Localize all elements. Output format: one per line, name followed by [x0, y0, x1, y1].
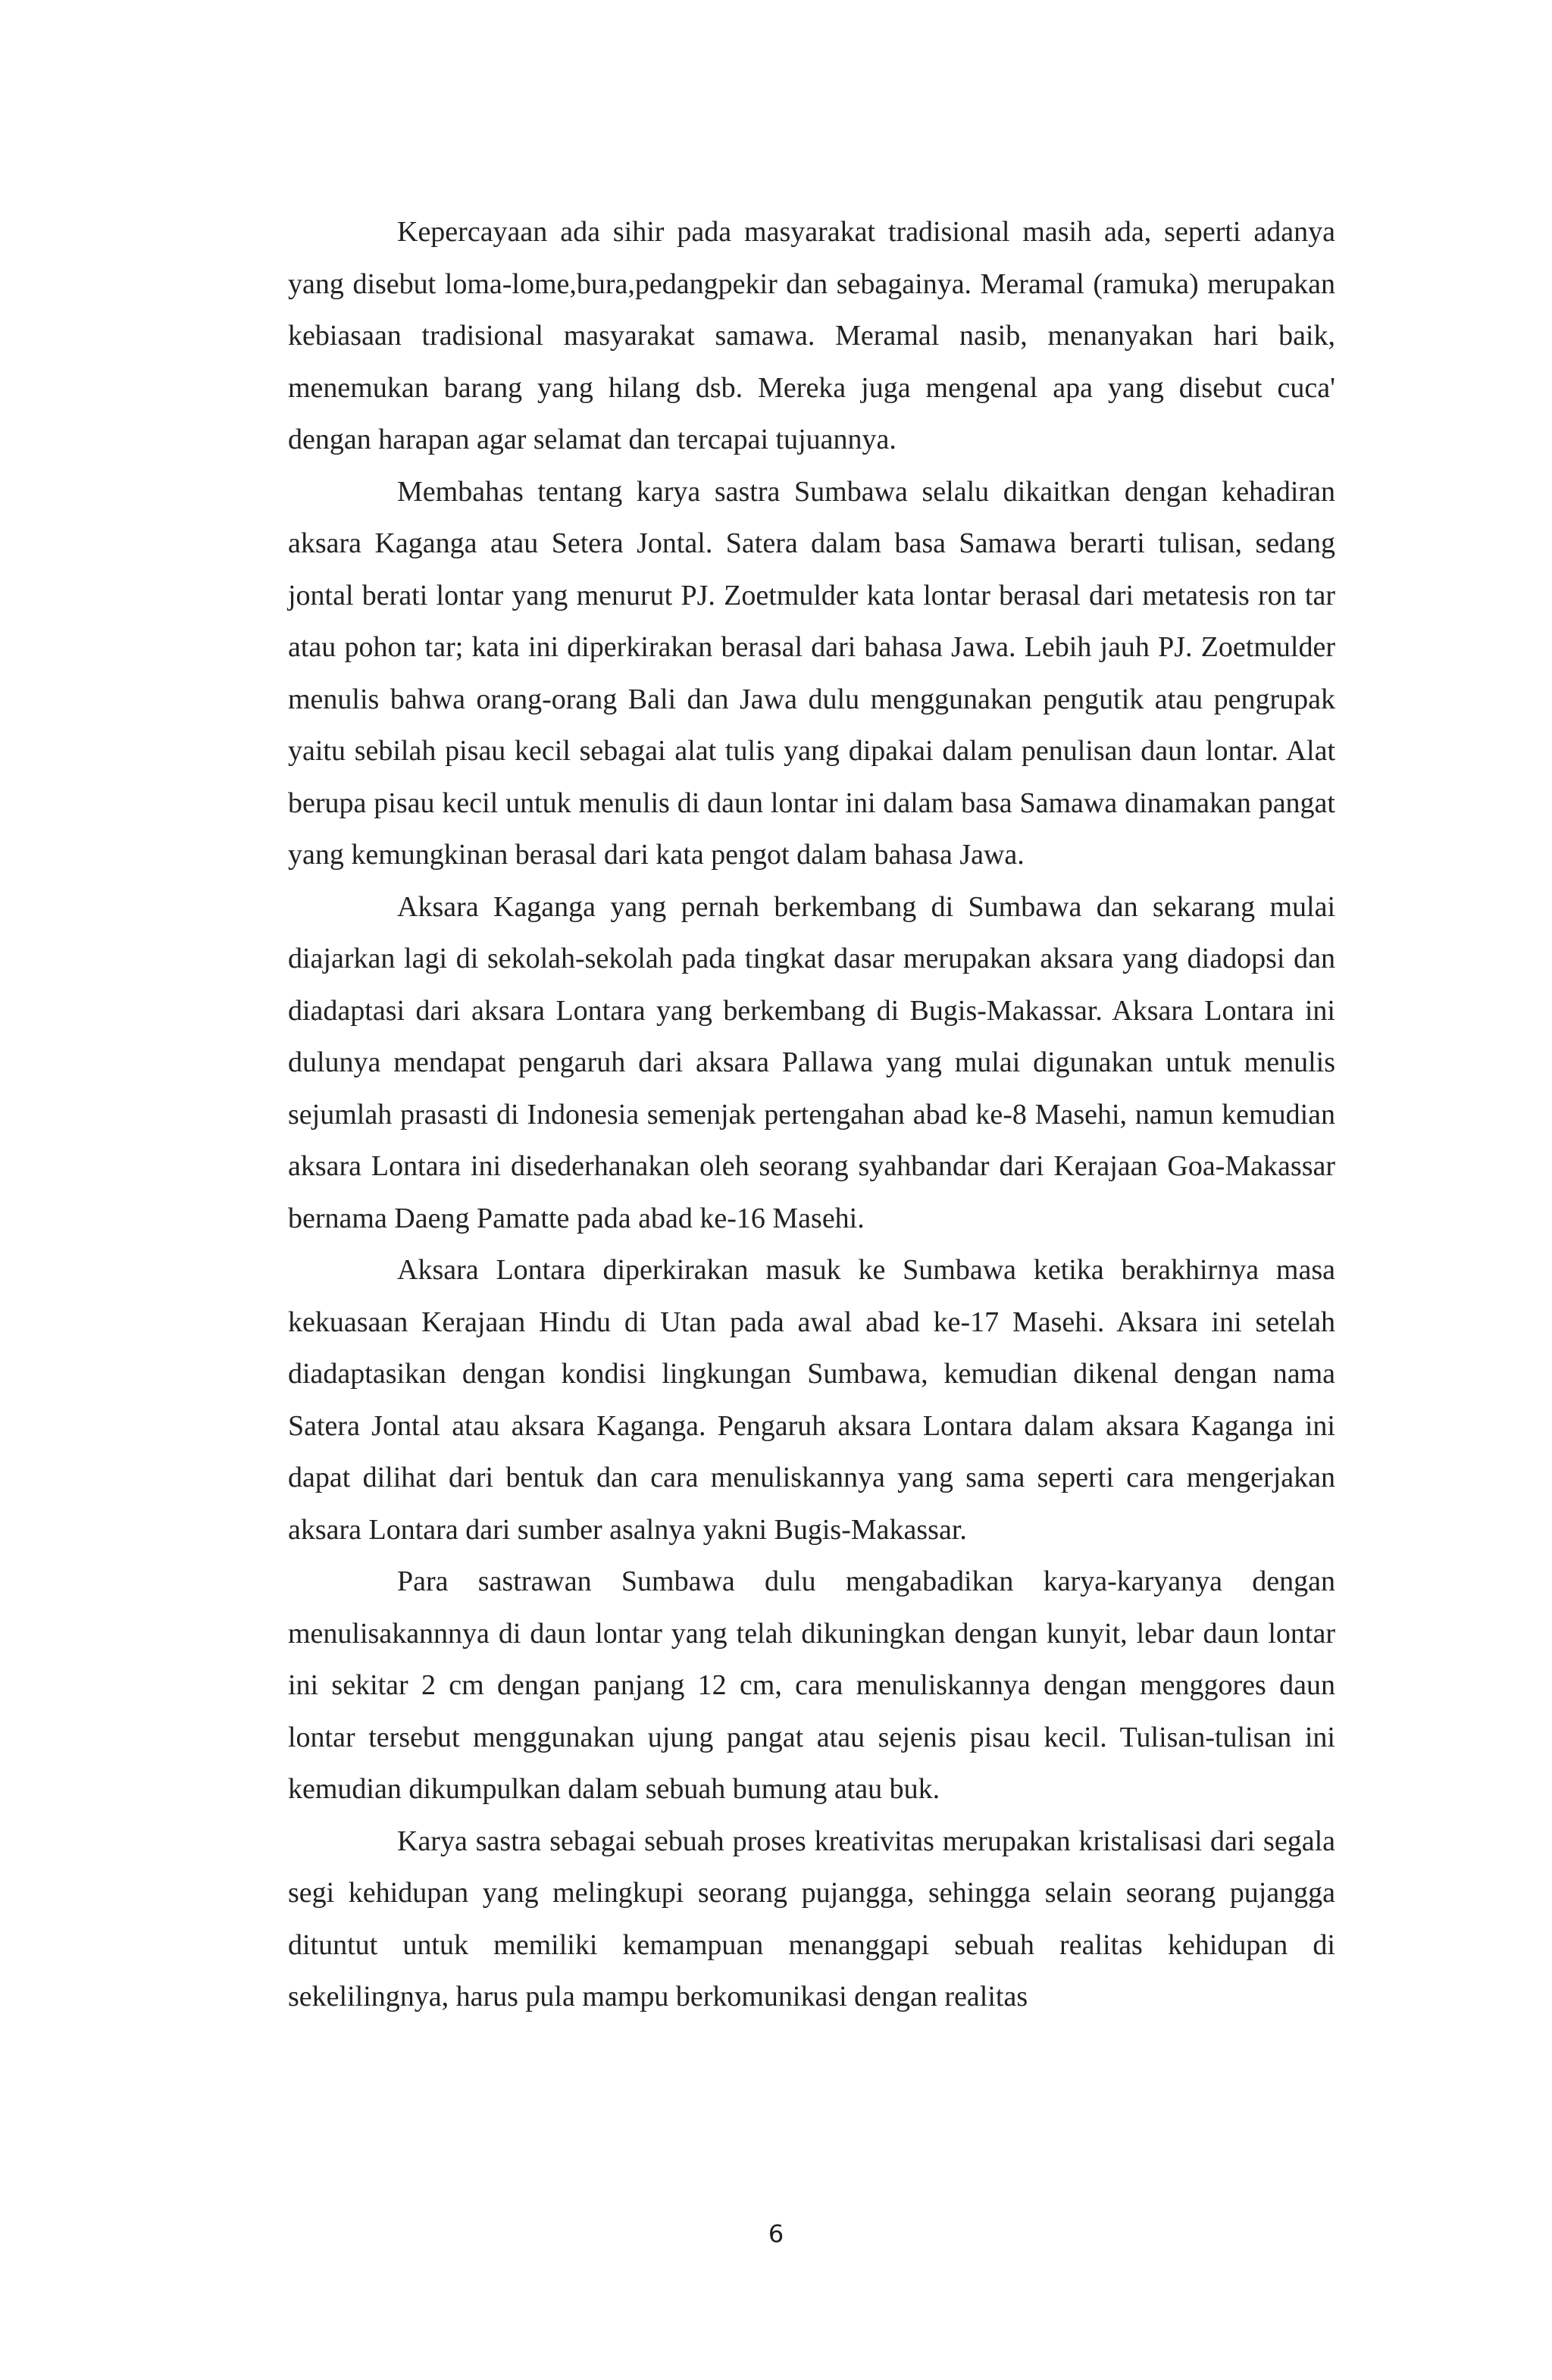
- paragraph-2: Membahas tentang karya sastra Sumbawa selalu dikaitkan dengan kehadiran aksara Kaganga atau Setera Jontal. Satera dalam basa Samawa berarti tulisan, sedang jontal berati lontar yang menurut PJ. Zoetmulder kata lontar berasal dari metatesis ron tar atau pohon tar; kata ini diperkirakan berasal dari bahasa Jawa. Lebih jauh PJ. Zoetmulder menulis bahwa orang-orang Bali dan Jawa dulu menggunakan pengutik atau pengrupak yaitu sebilah pisau kecil sebagai alat tulis yang dipakai dalam penulisan daun lontar. Alat berupa pisau kecil untuk menulis di daun lontar ini dalam basa Samawa dinamakan pangat yang kemungkinan berasal dari kata pengot dalam bahasa Jawa.: [288, 475, 1335, 871]
- page-number: 6: [768, 2219, 784, 2248]
- paragraph-1: Kepercayaan ada sihir pada masyarakat tradisional masih ada, seperti adanya yang disebut loma-lome,bura,pedangpekir dan sebagainya. Meramal (ramuka) merupakan kebiasaan tradisional masyarakat samawa. Meramal nasib, menanyakan hari baik, menemukan barang yang hilang dsb. Mereka juga mengenal apa yang disebut cuca' dengan harapan agar selamat dan tercapai tujuannya.: [288, 216, 1335, 455]
- paragraph-3: Aksara Kaganga yang pernah berkembang di Sumbawa dan sekarang mulai diajarkan lagi di sekolah-sekolah pada tingkat dasar merupakan aksara yang diadopsi dan diadaptasi dari aksara Lontara yang berkembang di Bugis-Makassar. Aksara Lontara ini dulunya mendapat pengaruh dari aksara Pallawa yang mulai digunakan untuk menulis sejumlah prasasti di Indonesia semenjak pertengahan abad ke-8 Masehi, namun kemudian aksara Lontara ini disederhanakan oleh seorang syahbandar dari Kerajaan Goa-Makassar bernama Daeng Pamatte pada abad ke-16 Masehi.: [288, 890, 1335, 1234]
- paragraph-5: Para sastrawan Sumbawa dulu mengabadikan karya-karyanya dengan menulisakannnya di daun lontar yang telah dikuningkan dengan kunyit, lebar daun lontar ini sekitar 2 cm dengan panjang 12 cm, cara menuliskannya dengan menggores daun lontar tersebut menggunakan ujung pangat atau sejenis pisau kecil. Tulisan-tulisan ini kemudian dikumpulkan dalam sebuah bumung atau buk.: [288, 1565, 1335, 1805]
- body-text: [288, 206, 1335, 2023]
- paragraph-6: Karya sastra sebagai sebuah proses kreativitas merupakan kristalisasi dari segala segi kehidupan yang melingkupi seorang pujangga, sehingga selain seorang pujangga dituntut untuk memiliki kemampuan menanggapi sebuah realitas kehidupan di sekelilingnya, harus pula mampu berkomunikasi dengan realitas: [288, 1825, 1335, 2013]
- paragraph-4: Aksara Lontara diperkirakan masuk ke Sumbawa ketika berakhirnya masa kekuasaan Kerajaan Hindu di Utan pada awal abad ke-17 Masehi. Aksara ini setelah diadaptasikan dengan kondisi lingkungan Sumbawa, kemudian dikenal dengan nama Satera Jontal atau aksara Kaganga. Pengaruh aksara Lontara dalam aksara Kaganga ini dapat dilihat dari bentuk dan cara menuliskannya yang sama seperti cara mengerjakan aksara Lontara dari sumber asalnya yakni Bugis-Makassar.: [288, 1254, 1335, 1546]
